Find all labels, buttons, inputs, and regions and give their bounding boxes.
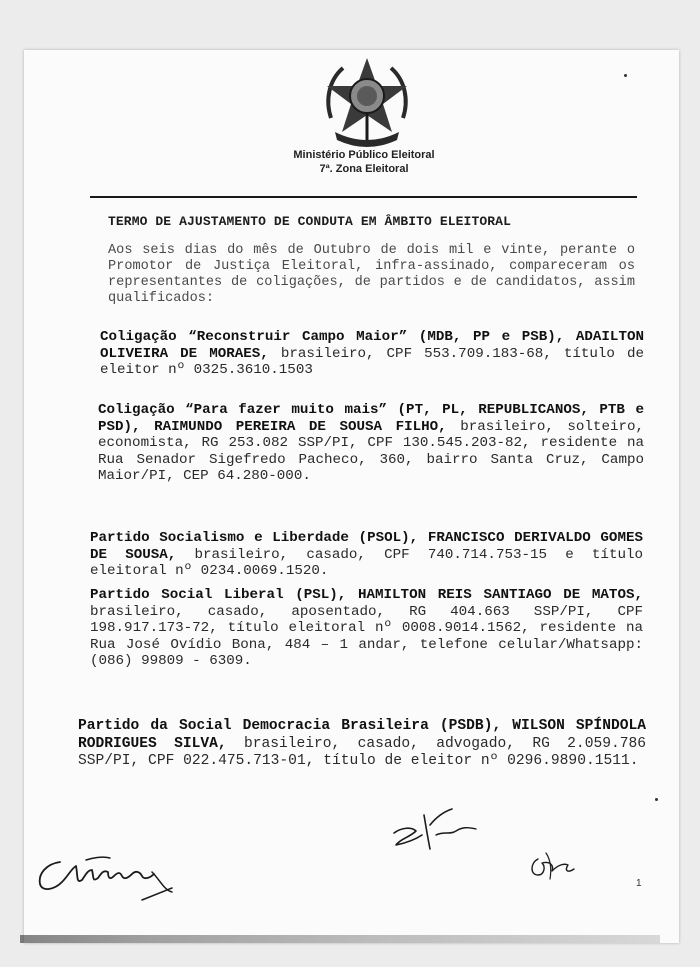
electoral-zone: 7ª. Zona Eleitoral: [319, 163, 409, 175]
intro-paragraph: Aos seis dias do mês de Outubro de dois mil e vinte, perante o Promotor de Justiça Eleitoral, infra-assinado, compareceram os representantes de coligações, de partidos e de candidatos, assim qualificados:: [108, 243, 635, 306]
party-details: brasileiro, casado, aposentado, RG 404.663 SSP/PI, CPF 198.917.173-72, título eleitoral nº 0008.9014.1562, residente na Rua José Ovídio Bona, 484 – 1 andar, telefone celular/Whatsapp: (086) 99809 - 6309.: [90, 603, 643, 670]
party-entity: Coligação “Para fazer muito mais” (PT, PL, REPUBLICANOS, PTB e PSD),: [98, 402, 644, 435]
institution-name: Ministério Público Eleitoral: [293, 149, 435, 161]
scan-speck: [655, 798, 658, 801]
party-representative: HAMILTON REIS SANTIAGO DE MATOS,: [357, 587, 643, 603]
party-entity: Partido Socialismo e Liberdade (PSOL),: [90, 530, 419, 546]
party-entry: [78, 718, 646, 771]
header-divider: [90, 196, 637, 198]
party-entry: [90, 587, 643, 670]
coat-of-arms-seal: [317, 52, 417, 152]
party-representative: RAIMUNDO PEREIRA DE SOUSA FILHO,: [154, 418, 447, 435]
party-representative: ADAILTON OLIVEIRA DE MORAES,: [100, 329, 644, 362]
party-entry: [100, 329, 644, 379]
page-bottom-shadow: [20, 935, 660, 943]
party-entity: Partido da Social Democracia Brasileira (PSDB),: [78, 718, 502, 734]
document-title: TERMO DE AJUSTAMENTO DE CONDUTA EM ÂMBITO ELEITORAL: [108, 214, 511, 229]
handwritten-signature-left: [32, 840, 182, 910]
party-details: brasileiro, solteiro, economista, RG 253.082 SSP/PI, CPF 130.545.203-82, residente na Rua Senador Sigefredo Pacheco, 360, bairro Santa Cruz, Campo Maior/PI, CEP 64.280-000.: [98, 418, 645, 485]
party-details: brasileiro, casado, advogado, RG 2.059.786 SSP/PI, CPF 022.475.713-01, título de eleitor nº 0296.9890.1511.: [78, 735, 646, 770]
party-details: brasileiro, CPF 553.709.183-68, título de eleitor nº 0325.3610.1503: [100, 345, 645, 379]
party-entity: Partido Social Liberal (PSL),: [90, 587, 347, 603]
handwritten-signature-center: [386, 805, 486, 860]
party-entity: Coligação “Reconstruir Campo Maior” (MDB, PP e PSB),: [100, 329, 565, 345]
party-representative: FRANCISCO DERIVALDO GOMES DE SOUSA,: [90, 530, 643, 563]
party-details: brasileiro, casado, CPF 740.714.753-15 e título eleitoral nº 0234.0069.1520.: [90, 546, 643, 580]
institution-header: [244, 148, 484, 176]
party-entry: [90, 530, 643, 580]
page-number: 1: [636, 878, 642, 889]
party-entry: [98, 402, 644, 485]
document-page: [24, 50, 679, 943]
handwritten-signature-right: [524, 845, 584, 885]
party-representative: WILSON SPÍNDOLA RODRIGUES SILVA,: [78, 718, 646, 752]
scan-speck: [624, 74, 627, 77]
